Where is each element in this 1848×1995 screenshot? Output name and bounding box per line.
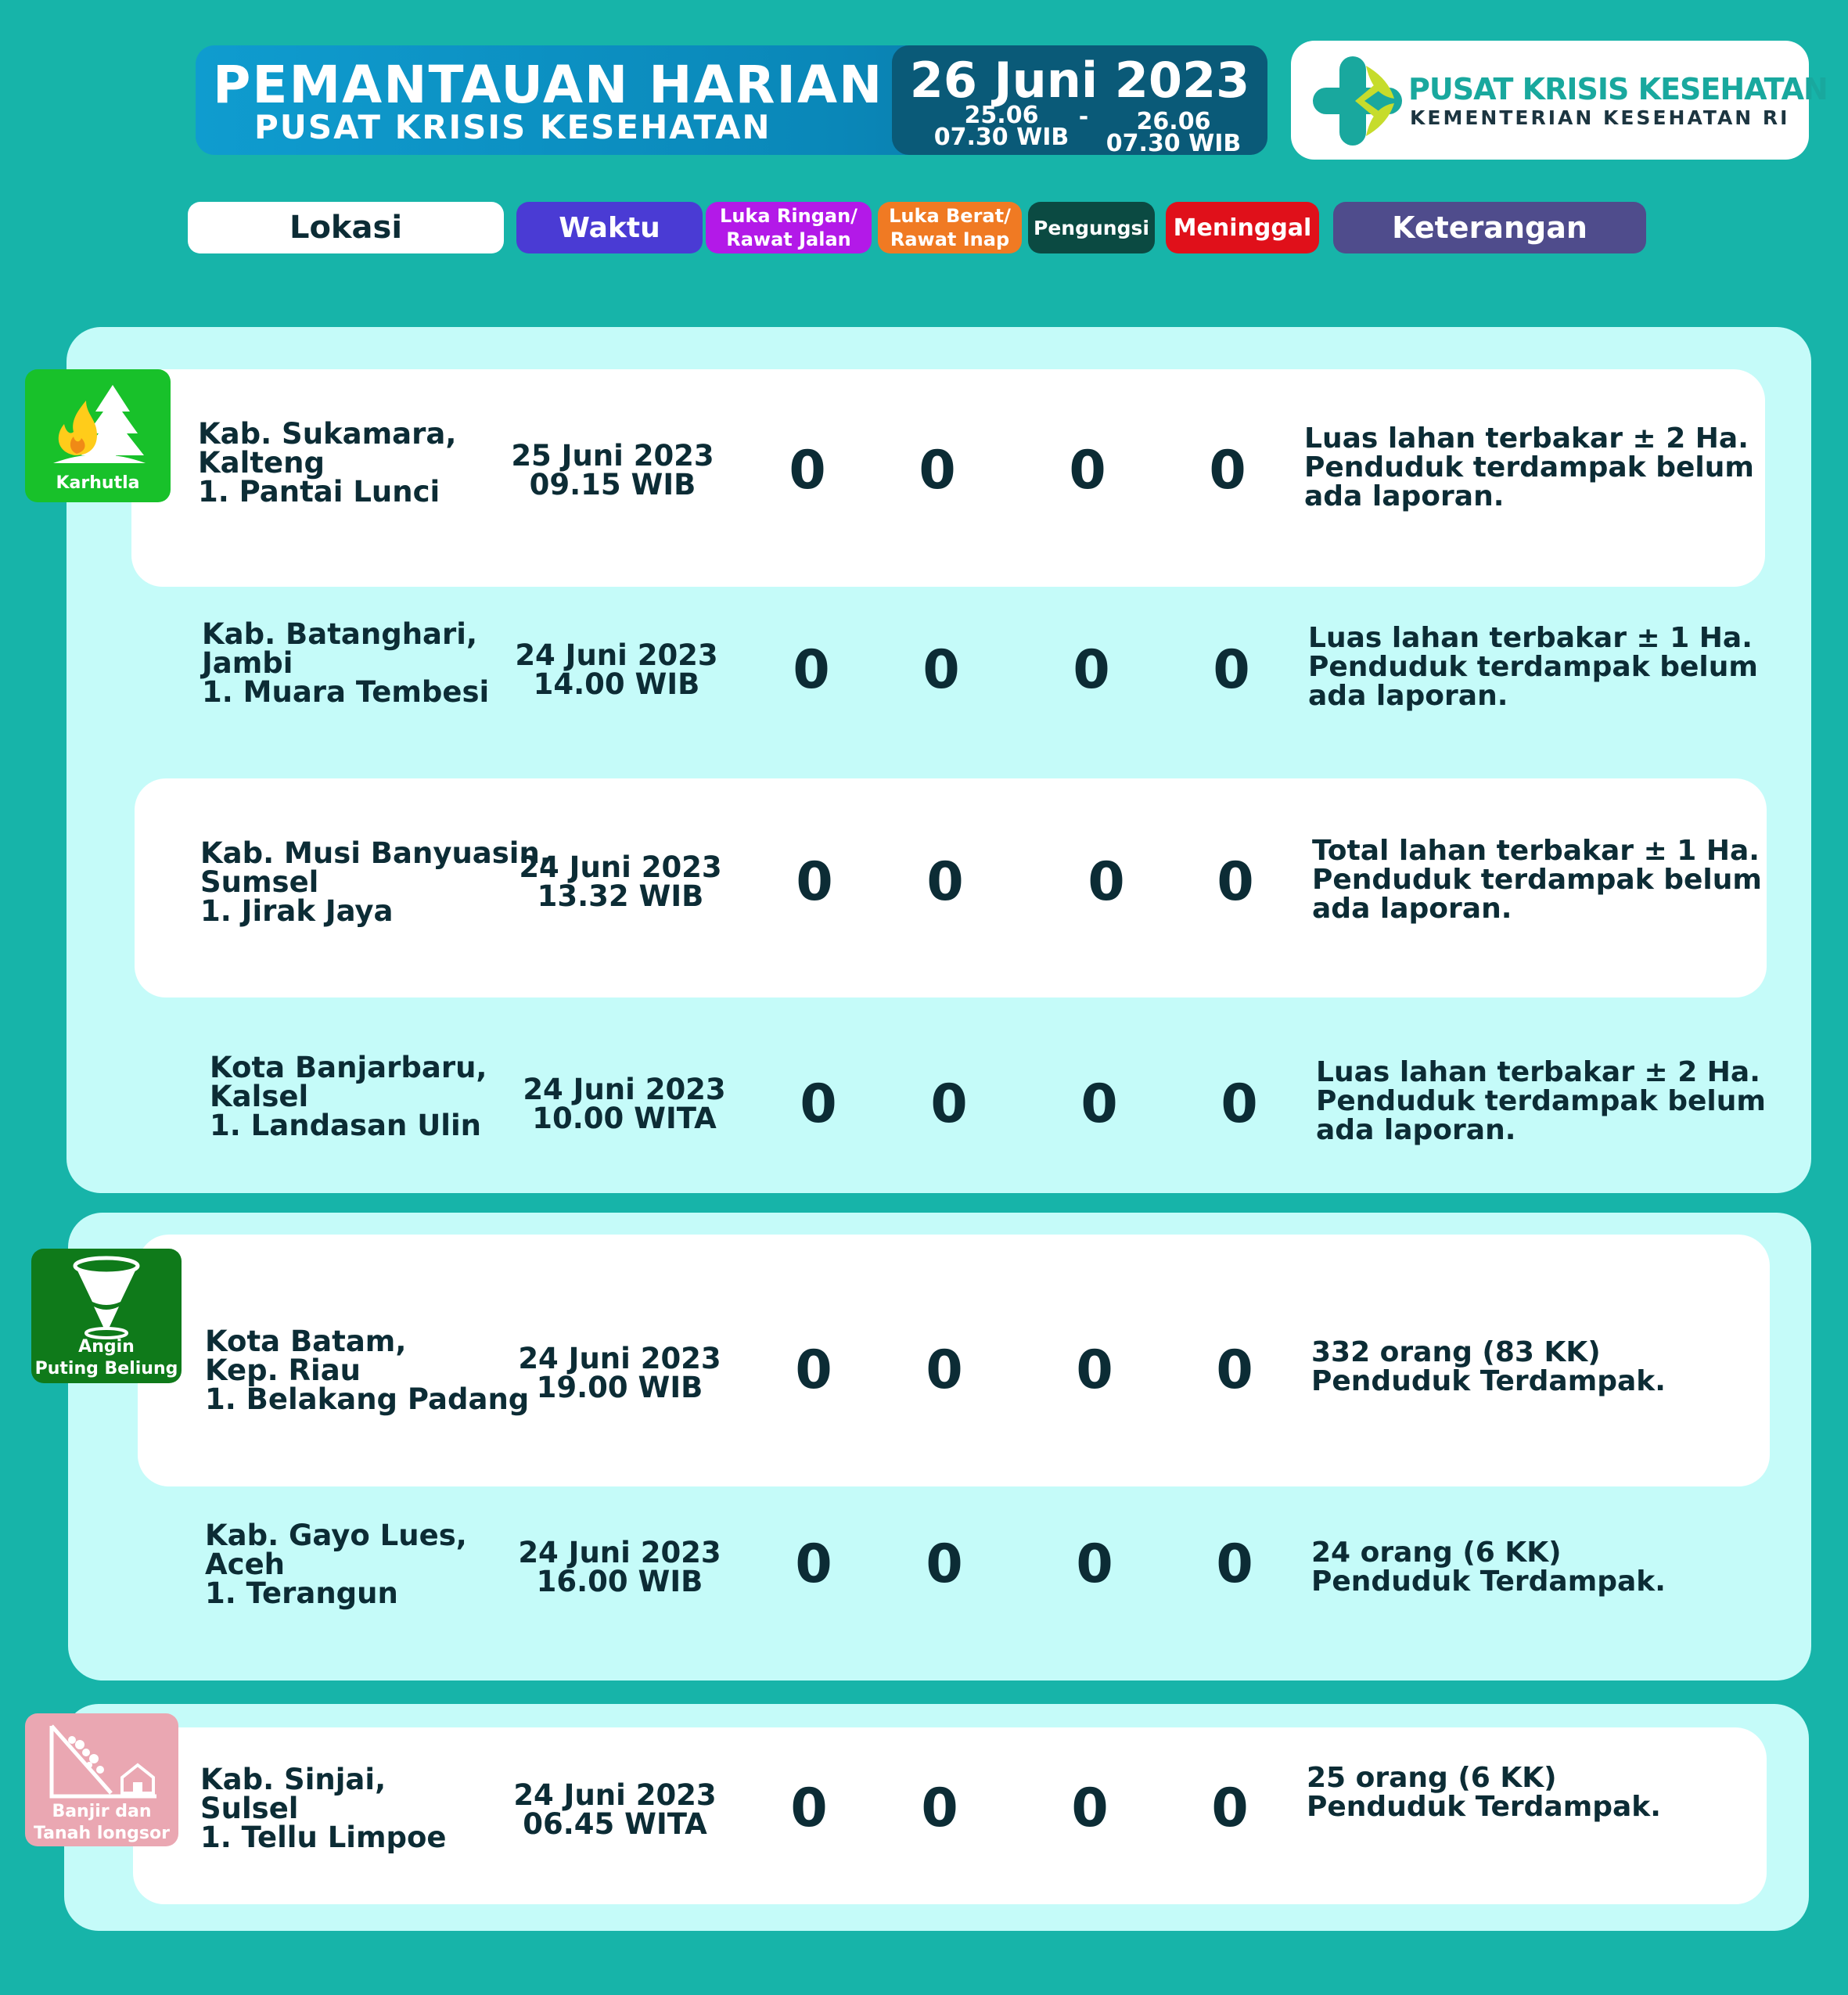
category-karhutla	[25, 369, 171, 502]
count-luka-ringan: 0	[793, 639, 830, 701]
count-meninggal: 0	[1209, 440, 1246, 501]
keterangan-line: Penduduk Terdampak.	[1307, 1791, 1661, 1823]
location-line: Kab. Musi Banyuasin,	[200, 836, 551, 870]
row-keterangan	[1311, 1538, 1666, 1596]
keterangan-line: Penduduk terdampak belum	[1316, 1085, 1766, 1117]
keterangan-line: Penduduk Terdampak.	[1311, 1565, 1666, 1598]
row-keterangan	[1308, 624, 1758, 710]
location-line: Aceh	[205, 1547, 286, 1581]
location-line: Kalsel	[210, 1080, 309, 1113]
range-end	[1095, 108, 1252, 157]
range-start-time: 07.30 WIB	[933, 124, 1070, 151]
location-line: 1. Terangun	[205, 1576, 398, 1610]
column-lokasi: Lokasi	[188, 202, 504, 253]
page-title: PEMANTAUAN HARIAN	[213, 55, 884, 115]
location-line: Kep. Riau	[205, 1353, 361, 1387]
count-luka-ringan: 0	[790, 1778, 828, 1839]
range-start-date: 25.06	[964, 102, 1039, 129]
row-keterangan	[1304, 424, 1754, 511]
count-luka-berat: 0	[926, 1533, 963, 1595]
time-hour: 19.00 WIB	[536, 1371, 703, 1404]
logo-card	[1291, 41, 1828, 160]
count-luka-ringan: 0	[789, 440, 826, 501]
count-luka-berat: 0	[919, 440, 956, 501]
column-luka-berat-line1: Luka Berat/	[889, 205, 1011, 227]
time-hour: 16.00 WIB	[536, 1565, 703, 1598]
location-line: Sumsel	[200, 865, 319, 899]
column-luka-ringan	[706, 202, 872, 253]
logo-subtitle: KEMENTERIAN KESEHATAN RI	[1410, 106, 1790, 129]
logo-title: PUSAT KRISIS KESEHATAN	[1408, 72, 1828, 106]
count-meninggal: 0	[1213, 639, 1250, 701]
time-date: 24 Juni 2023	[523, 1073, 726, 1106]
column-waktu: Waktu	[516, 202, 703, 253]
time-date: 24 Juni 2023	[518, 1342, 721, 1375]
row-location	[200, 1765, 447, 1852]
count-pengungsi: 0	[1076, 1339, 1113, 1401]
keterangan-line: Luas lahan terbakar ± 1 Ha.	[1308, 622, 1753, 654]
time-date: 24 Juni 2023	[515, 638, 718, 672]
keterangan-line: Total lahan terbakar ± 1 Ha.	[1312, 835, 1760, 867]
time-hour: 06.45 WITA	[523, 1807, 707, 1841]
count-luka-berat: 0	[922, 639, 960, 701]
count-pengungsi: 0	[1071, 1778, 1109, 1839]
date-badge	[892, 45, 1267, 155]
column-luka-berat-line2: Rawat Inap	[890, 228, 1010, 250]
row-time	[491, 638, 742, 701]
location-line: Kota Banjarbaru,	[210, 1051, 487, 1084]
row-keterangan	[1307, 1763, 1661, 1821]
category-angin-label-2: Puting Beliung	[34, 1359, 178, 1379]
keterangan-line: ada laporan.	[1316, 1114, 1516, 1146]
keterangan-line: ada laporan.	[1308, 680, 1508, 712]
location-line: 1. Tellu Limpoe	[200, 1821, 447, 1854]
location-line: Kota Batam,	[205, 1325, 407, 1358]
row-location	[198, 417, 457, 509]
keterangan-line: 25 orang (6 KK)	[1307, 1762, 1557, 1794]
column-keterangan: Keterangan	[1333, 202, 1646, 253]
row-keterangan	[1312, 836, 1762, 923]
range-end-date: 26.06	[1136, 108, 1211, 135]
keterangan-line: Luas lahan terbakar ± 2 Ha.	[1304, 422, 1749, 455]
time-hour: 13.32 WIB	[537, 879, 704, 913]
time-hour: 10.00 WITA	[532, 1102, 717, 1135]
count-luka-ringan: 0	[795, 1533, 832, 1595]
range-end-time: 07.30 WIB	[1106, 130, 1242, 157]
count-pengungsi: 0	[1069, 440, 1106, 501]
row-time	[487, 441, 738, 499]
count-pengungsi: 0	[1088, 851, 1125, 913]
time-date: 24 Juni 2023	[519, 850, 722, 884]
row-location	[205, 1521, 467, 1608]
page-subtitle: PUSAT KRISIS KESEHATAN	[254, 108, 771, 146]
location-line: Kab. Sinjai,	[200, 1763, 386, 1796]
category-karhutla-label: Karhutla	[56, 473, 140, 493]
time-date: 24 Juni 2023	[513, 1778, 717, 1812]
time-hour: 14.00 WIB	[533, 667, 700, 701]
column-luka-ringan-line2: Rawat Jalan	[726, 228, 851, 250]
row-location	[205, 1327, 529, 1414]
row-time	[490, 1778, 740, 1841]
location-line: 1. Belakang Padang	[205, 1382, 530, 1416]
count-pengungsi: 0	[1076, 1533, 1113, 1595]
location-line: Kalteng	[198, 446, 325, 480]
report-date: 26 Juni 2023	[909, 52, 1250, 109]
keterangan-line: ada laporan.	[1304, 480, 1505, 512]
keterangan-line: 332 orang (83 KK)	[1311, 1336, 1601, 1368]
row-time	[494, 1344, 745, 1402]
keterangan-line: Penduduk terdampak belum	[1312, 864, 1762, 896]
column-meninggal: Meninggal	[1166, 202, 1319, 253]
location-line: 1. Pantai Lunci	[198, 475, 440, 509]
count-meninggal: 0	[1217, 851, 1254, 913]
count-luka-ringan: 0	[795, 1339, 832, 1401]
category-banjir-label-1: Banjir dan	[52, 1802, 152, 1821]
landslide-icon	[45, 1721, 163, 1803]
row-time	[499, 1075, 750, 1133]
location-line: Kab. Sukamara,	[198, 417, 457, 451]
count-meninggal: 0	[1216, 1339, 1253, 1401]
row-keterangan	[1311, 1338, 1666, 1396]
keterangan-line: Luas lahan terbakar ± 2 Ha.	[1316, 1056, 1760, 1088]
count-pengungsi: 0	[1073, 639, 1110, 701]
count-luka-berat: 0	[921, 1778, 958, 1839]
location-line: 1. Landasan Ulin	[210, 1109, 481, 1142]
count-luka-ringan: 0	[800, 1073, 837, 1135]
time-date: 24 Juni 2023	[518, 1536, 721, 1569]
count-luka-berat: 0	[926, 1339, 963, 1401]
count-luka-berat: 0	[926, 851, 964, 913]
count-luka-berat: 0	[930, 1073, 968, 1135]
forest-fire-icon	[49, 380, 150, 466]
column-luka-berat	[878, 202, 1022, 253]
count-meninggal: 0	[1211, 1778, 1249, 1839]
keterangan-line: Penduduk Terdampak.	[1311, 1365, 1666, 1397]
row-time	[494, 1538, 745, 1596]
count-pengungsi: 0	[1080, 1073, 1118, 1135]
count-meninggal: 0	[1216, 1533, 1253, 1595]
count-luka-ringan: 0	[796, 851, 833, 913]
location-line: Sulsel	[200, 1792, 299, 1825]
pusat-krisis-logo-icon	[1307, 50, 1408, 152]
location-line: Kab. Gayo Lues,	[205, 1519, 467, 1552]
keterangan-line: Penduduk terdampak belum	[1308, 651, 1758, 683]
row-keterangan	[1316, 1058, 1766, 1145]
category-angin-label-1: Angin	[78, 1337, 135, 1357]
time-date: 25 Juni 2023	[511, 439, 714, 473]
time-hour: 09.15 WIB	[529, 468, 696, 501]
keterangan-line: 24 orang (6 KK)	[1311, 1537, 1562, 1569]
row-location	[202, 617, 490, 709]
keterangan-line: ada laporan.	[1312, 893, 1512, 925]
column-pengungsi: Pengungsi	[1028, 202, 1155, 253]
range-start	[931, 102, 1072, 151]
range-dash: -	[1078, 103, 1089, 131]
category-banjir-label-2: Tanah longsor	[34, 1824, 170, 1843]
location-line: Jambi	[202, 646, 293, 680]
count-meninggal: 0	[1221, 1073, 1258, 1135]
keterangan-line: Penduduk terdampak belum	[1304, 451, 1754, 483]
tornado-icon	[72, 1255, 141, 1343]
category-banjir	[25, 1713, 178, 1846]
row-time	[495, 850, 746, 913]
location-line: 1. Muara Tembesi	[202, 675, 490, 709]
row-location	[210, 1053, 487, 1140]
column-luka-ringan-line1: Luka Ringan/	[720, 205, 857, 227]
location-line: Kab. Batanghari,	[202, 617, 478, 651]
location-line: 1. Jirak Jaya	[200, 894, 394, 928]
category-angin	[31, 1249, 182, 1383]
